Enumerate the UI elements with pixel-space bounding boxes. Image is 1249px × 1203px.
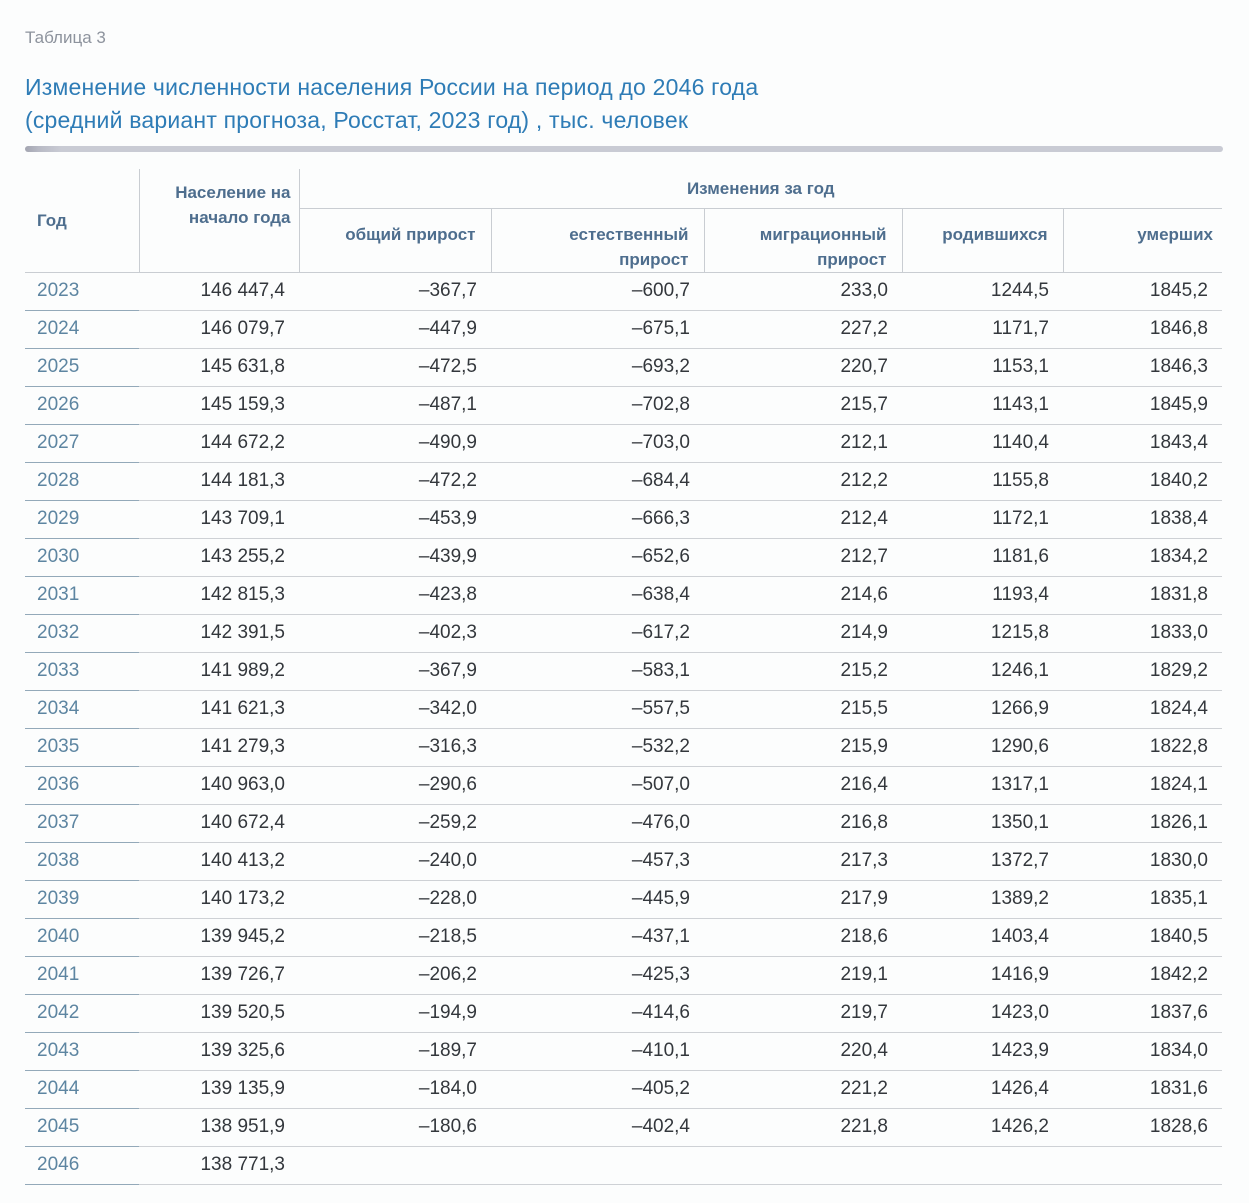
total-growth-cell: –180,6 xyxy=(299,1108,491,1146)
year-cell: 2026 xyxy=(25,386,139,424)
year-cell: 2036 xyxy=(25,766,139,804)
deaths-cell: 1840,2 xyxy=(1063,462,1222,500)
year-cell: 2046 xyxy=(25,1146,139,1184)
migration-growth-cell xyxy=(704,1146,902,1184)
table-row xyxy=(25,272,1222,310)
year-cell: 2043 xyxy=(25,1032,139,1070)
total-growth-cell: –259,2 xyxy=(299,804,491,842)
population-start-cell: 140 413,2 xyxy=(139,842,299,880)
population-start-cell: 139 135,9 xyxy=(139,1070,299,1108)
births-cell: 1426,2 xyxy=(902,1108,1063,1146)
table-row xyxy=(25,1108,1222,1146)
migration-growth-cell: 216,8 xyxy=(704,804,902,842)
migration-growth-cell: 220,4 xyxy=(704,1032,902,1070)
table-row xyxy=(25,766,1222,804)
table-row xyxy=(25,1032,1222,1070)
table-row xyxy=(25,842,1222,880)
deaths-cell: 1846,8 xyxy=(1063,310,1222,348)
total-growth-cell: –206,2 xyxy=(299,956,491,994)
births-cell: 1143,1 xyxy=(902,386,1063,424)
table-number-label: Таблица 3 xyxy=(25,28,106,47)
population-start-cell: 145 159,3 xyxy=(139,386,299,424)
deaths-cell: 1838,4 xyxy=(1063,500,1222,538)
column-header-population-start-label: Население на начало года xyxy=(175,183,291,227)
year-cell: 2039 xyxy=(25,880,139,918)
total-growth-cell: –367,7 xyxy=(299,272,491,310)
migration-growth-cell: 214,9 xyxy=(704,614,902,652)
natural-growth-cell: –445,9 xyxy=(491,880,704,918)
year-cell: 2032 xyxy=(25,614,139,652)
table-row xyxy=(25,386,1222,424)
population-start-cell: 141 279,3 xyxy=(139,728,299,766)
table-row xyxy=(25,804,1222,842)
deaths-cell: 1830,0 xyxy=(1063,842,1222,880)
column-header-migration-growth-label: миграционный прирост xyxy=(759,224,887,269)
natural-growth-cell: –684,4 xyxy=(491,462,704,500)
natural-growth-cell: –693,2 xyxy=(491,348,704,386)
total-growth-cell: –342,0 xyxy=(299,690,491,728)
total-growth-cell: –316,3 xyxy=(299,728,491,766)
total-growth-cell: –194,9 xyxy=(299,994,491,1032)
births-cell: 1317,1 xyxy=(902,766,1063,804)
deaths-cell: 1843,4 xyxy=(1063,424,1222,462)
population-start-cell: 144 181,3 xyxy=(139,462,299,500)
births-cell: 1181,6 xyxy=(902,538,1063,576)
year-cell: 2023 xyxy=(25,272,139,310)
total-growth-cell: –487,1 xyxy=(299,386,491,424)
births-cell: 1153,1 xyxy=(902,348,1063,386)
deaths-cell: 1846,3 xyxy=(1063,348,1222,386)
table-title-line2: (средний вариант прогноза, Росстат, 2023 год) , тыс. человек xyxy=(25,107,689,133)
births-cell: 1172,1 xyxy=(902,500,1063,538)
migration-growth-cell: 215,2 xyxy=(704,652,902,690)
table-row xyxy=(25,994,1222,1032)
deaths-cell: 1842,2 xyxy=(1063,956,1222,994)
migration-growth-cell: 221,8 xyxy=(704,1108,902,1146)
population-start-cell: 141 621,3 xyxy=(139,690,299,728)
year-cell: 2038 xyxy=(25,842,139,880)
births-cell: 1171,7 xyxy=(902,310,1063,348)
table-title-line1: Изменение численности населения России на период до 2046 года xyxy=(25,74,759,100)
natural-growth-cell: –583,1 xyxy=(491,652,704,690)
migration-growth-cell: 214,6 xyxy=(704,576,902,614)
births-cell: 1193,4 xyxy=(902,576,1063,614)
table-row xyxy=(25,310,1222,348)
table-body xyxy=(25,272,1222,1184)
natural-growth-cell: –532,2 xyxy=(491,728,704,766)
table-row xyxy=(25,690,1222,728)
column-header-migration-growth xyxy=(704,208,902,272)
population-start-cell: 142 391,5 xyxy=(139,614,299,652)
year-cell: 2037 xyxy=(25,804,139,842)
deaths-cell: 1845,9 xyxy=(1063,386,1222,424)
deaths-cell: 1828,6 xyxy=(1063,1108,1222,1146)
deaths-cell: 1826,1 xyxy=(1063,804,1222,842)
births-cell: 1416,9 xyxy=(902,956,1063,994)
population-start-cell: 139 520,5 xyxy=(139,994,299,1032)
deaths-cell: 1824,4 xyxy=(1063,690,1222,728)
year-cell: 2045 xyxy=(25,1108,139,1146)
total-growth-cell: –240,0 xyxy=(299,842,491,880)
natural-growth-cell: –476,0 xyxy=(491,804,704,842)
year-cell: 2035 xyxy=(25,728,139,766)
total-growth-cell xyxy=(299,1146,491,1184)
natural-growth-cell: –675,1 xyxy=(491,310,704,348)
natural-growth-cell: –638,4 xyxy=(491,576,704,614)
table-row xyxy=(25,1070,1222,1108)
births-cell: 1426,4 xyxy=(902,1070,1063,1108)
births-cell xyxy=(902,1146,1063,1184)
table-row xyxy=(25,652,1222,690)
table-row xyxy=(25,576,1222,614)
migration-growth-cell: 227,2 xyxy=(704,310,902,348)
year-cell: 2034 xyxy=(25,690,139,728)
total-growth-cell: –367,9 xyxy=(299,652,491,690)
table-row xyxy=(25,348,1222,386)
total-growth-cell: –402,3 xyxy=(299,614,491,652)
natural-growth-cell: –507,0 xyxy=(491,766,704,804)
population-start-cell: 139 945,2 xyxy=(139,918,299,956)
table-row xyxy=(25,538,1222,576)
year-cell: 2030 xyxy=(25,538,139,576)
total-growth-cell: –472,2 xyxy=(299,462,491,500)
total-growth-cell: –189,7 xyxy=(299,1032,491,1070)
deaths-cell: 1833,0 xyxy=(1063,614,1222,652)
table-row xyxy=(25,1146,1222,1184)
year-cell: 2040 xyxy=(25,918,139,956)
natural-growth-cell: –437,1 xyxy=(491,918,704,956)
births-cell: 1403,4 xyxy=(902,918,1063,956)
population-forecast-table xyxy=(25,169,1222,1185)
births-cell: 1389,2 xyxy=(902,880,1063,918)
population-start-cell: 146 447,4 xyxy=(139,272,299,310)
migration-growth-cell: 217,9 xyxy=(704,880,902,918)
column-header-year: Год xyxy=(25,169,139,272)
deaths-cell: 1834,2 xyxy=(1063,538,1222,576)
total-growth-cell: –423,8 xyxy=(299,576,491,614)
population-start-cell: 143 709,1 xyxy=(139,500,299,538)
deaths-cell: 1831,6 xyxy=(1063,1070,1222,1108)
deaths-cell: 1835,1 xyxy=(1063,880,1222,918)
table-row xyxy=(25,728,1222,766)
migration-growth-cell: 233,0 xyxy=(704,272,902,310)
table-row xyxy=(25,880,1222,918)
natural-growth-cell: –666,3 xyxy=(491,500,704,538)
births-cell: 1372,7 xyxy=(902,842,1063,880)
natural-growth-cell: –702,8 xyxy=(491,386,704,424)
total-growth-cell: –447,9 xyxy=(299,310,491,348)
natural-growth-cell: –414,6 xyxy=(491,994,704,1032)
column-header-deaths: умерших xyxy=(1063,208,1222,272)
table-row xyxy=(25,462,1222,500)
deaths-cell: 1829,2 xyxy=(1063,652,1222,690)
natural-growth-cell: –600,7 xyxy=(491,272,704,310)
migration-growth-cell: 219,1 xyxy=(704,956,902,994)
migration-growth-cell: 220,7 xyxy=(704,348,902,386)
total-growth-cell: –184,0 xyxy=(299,1070,491,1108)
table-row xyxy=(25,500,1222,538)
population-start-cell: 140 173,2 xyxy=(139,880,299,918)
table-row xyxy=(25,424,1222,462)
table-row xyxy=(25,614,1222,652)
year-cell: 2024 xyxy=(25,310,139,348)
year-cell: 2028 xyxy=(25,462,139,500)
births-cell: 1423,9 xyxy=(902,1032,1063,1070)
year-cell: 2025 xyxy=(25,348,139,386)
deaths-cell: 1834,0 xyxy=(1063,1032,1222,1070)
population-start-cell: 139 726,7 xyxy=(139,956,299,994)
year-cell: 2033 xyxy=(25,652,139,690)
migration-growth-cell: 219,7 xyxy=(704,994,902,1032)
year-cell: 2031 xyxy=(25,576,139,614)
deaths-cell: 1845,2 xyxy=(1063,272,1222,310)
deaths-cell: 1824,1 xyxy=(1063,766,1222,804)
natural-growth-cell: –405,2 xyxy=(491,1070,704,1108)
population-start-cell: 139 325,6 xyxy=(139,1032,299,1070)
population-start-cell: 143 255,2 xyxy=(139,538,299,576)
year-cell: 2044 xyxy=(25,1070,139,1108)
total-growth-cell: –490,9 xyxy=(299,424,491,462)
migration-growth-cell: 217,3 xyxy=(704,842,902,880)
year-cell: 2027 xyxy=(25,424,139,462)
migration-growth-cell: 212,1 xyxy=(704,424,902,462)
column-header-total-growth: общий прирост xyxy=(299,208,491,272)
natural-growth-cell xyxy=(491,1146,704,1184)
deaths-cell xyxy=(1063,1146,1222,1184)
births-cell: 1423,0 xyxy=(902,994,1063,1032)
total-growth-cell: –290,6 xyxy=(299,766,491,804)
total-growth-cell: –228,0 xyxy=(299,880,491,918)
column-header-population-start xyxy=(139,169,299,272)
births-cell: 1290,6 xyxy=(902,728,1063,766)
total-growth-cell: –439,9 xyxy=(299,538,491,576)
deaths-cell: 1840,5 xyxy=(1063,918,1222,956)
natural-growth-cell: –402,4 xyxy=(491,1108,704,1146)
migration-growth-cell: 221,2 xyxy=(704,1070,902,1108)
population-start-cell: 145 631,8 xyxy=(139,348,299,386)
deaths-cell: 1831,8 xyxy=(1063,576,1222,614)
births-cell: 1266,9 xyxy=(902,690,1063,728)
column-header-births: родившихся xyxy=(902,208,1063,272)
migration-growth-cell: 218,6 xyxy=(704,918,902,956)
deaths-cell: 1837,6 xyxy=(1063,994,1222,1032)
divider-bar xyxy=(25,146,1223,152)
total-growth-cell: –218,5 xyxy=(299,918,491,956)
column-header-natural-growth-label: естественный прирост xyxy=(569,224,689,269)
natural-growth-cell: –652,6 xyxy=(491,538,704,576)
natural-growth-cell: –703,0 xyxy=(491,424,704,462)
natural-growth-cell: –410,1 xyxy=(491,1032,704,1070)
population-start-cell: 141 989,2 xyxy=(139,652,299,690)
deaths-cell: 1822,8 xyxy=(1063,728,1222,766)
natural-growth-cell: –617,2 xyxy=(491,614,704,652)
table-title xyxy=(25,71,1223,137)
natural-growth-cell: –457,3 xyxy=(491,842,704,880)
migration-growth-cell: 212,4 xyxy=(704,500,902,538)
total-growth-cell: –453,9 xyxy=(299,500,491,538)
births-cell: 1140,4 xyxy=(902,424,1063,462)
natural-growth-cell: –557,5 xyxy=(491,690,704,728)
migration-growth-cell: 215,5 xyxy=(704,690,902,728)
year-cell: 2042 xyxy=(25,994,139,1032)
population-start-cell: 138 951,9 xyxy=(139,1108,299,1146)
natural-growth-cell: –425,3 xyxy=(491,956,704,994)
population-start-cell: 146 079,7 xyxy=(139,310,299,348)
migration-growth-cell: 216,4 xyxy=(704,766,902,804)
births-cell: 1350,1 xyxy=(902,804,1063,842)
population-start-cell: 140 672,4 xyxy=(139,804,299,842)
births-cell: 1155,8 xyxy=(902,462,1063,500)
table-row xyxy=(25,956,1222,994)
column-header-natural-growth xyxy=(491,208,704,272)
year-cell: 2029 xyxy=(25,500,139,538)
population-start-cell: 142 815,3 xyxy=(139,576,299,614)
births-cell: 1215,8 xyxy=(902,614,1063,652)
population-start-cell: 140 963,0 xyxy=(139,766,299,804)
total-growth-cell: –472,5 xyxy=(299,348,491,386)
migration-growth-cell: 215,9 xyxy=(704,728,902,766)
migration-growth-cell: 212,2 xyxy=(704,462,902,500)
population-start-cell: 144 672,2 xyxy=(139,424,299,462)
migration-growth-cell: 212,7 xyxy=(704,538,902,576)
year-cell: 2041 xyxy=(25,956,139,994)
table-row xyxy=(25,918,1222,956)
population-start-cell: 138 771,3 xyxy=(139,1146,299,1184)
births-cell: 1244,5 xyxy=(902,272,1063,310)
column-header-changes-group: Изменения за год xyxy=(299,169,1222,208)
migration-growth-cell: 215,7 xyxy=(704,386,902,424)
births-cell: 1246,1 xyxy=(902,652,1063,690)
